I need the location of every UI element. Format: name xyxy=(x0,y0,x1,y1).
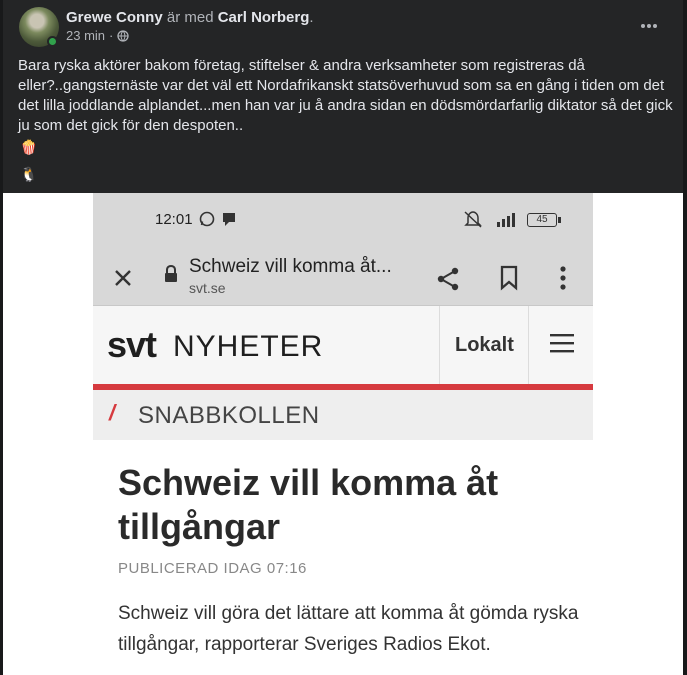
whatsapp-icon xyxy=(199,211,215,227)
lock-icon xyxy=(163,264,179,284)
post-meta xyxy=(66,28,129,44)
penguin-emoji: 🐧 xyxy=(20,166,38,182)
post-text: Bara ryska aktörer bakom företag, stiftelser & andra verksamheter som registreras då eller?..gangsternäste var det väl ett Nordafrikanskt statsöverhuvud som sa en gång i tiden om det det lilla joddlande alplandet...men han var ju å andra sidan en dödsmördarfarlig diktator så det gick ju som det gick för den despoten.. xyxy=(18,57,673,134)
author-line xyxy=(66,9,314,27)
signal-icon xyxy=(493,210,521,228)
phone-status-bar xyxy=(93,193,593,248)
message-icon xyxy=(221,211,237,227)
kebab-menu-icon xyxy=(559,265,567,291)
globe-icon[interactable] xyxy=(117,30,129,42)
tagged-suffix: . xyxy=(309,9,314,26)
bookmark-icon xyxy=(499,265,519,291)
close-icon xyxy=(113,268,133,288)
author-name-link[interactable]: Grewe Conny xyxy=(66,9,163,26)
section-label: SNABBKOLLEN xyxy=(138,402,320,429)
header-divider xyxy=(439,306,440,384)
section-bar xyxy=(93,390,593,440)
meta-separator: · xyxy=(109,28,114,43)
lokalt-link: Lokalt xyxy=(455,334,514,356)
svt-header xyxy=(93,306,593,384)
battery-tip xyxy=(558,217,561,223)
post-photo[interactable] xyxy=(3,193,683,675)
article-lead: Schweiz vill göra det lättare att komma åt gömda ryska tillgångar, rapporterar Sveriges Radios Ekot. xyxy=(118,603,579,655)
hamburger-menu-icon xyxy=(549,332,575,354)
browser-url: svt.se xyxy=(189,280,226,296)
tagged-person-link[interactable]: Carl Norberg xyxy=(217,9,310,26)
svt-logo: svt xyxy=(107,324,157,365)
more-options-button[interactable] xyxy=(631,12,667,40)
with-text: är med xyxy=(166,9,214,26)
article-published: PUBLICERAD IDAG 07:16 xyxy=(118,560,307,577)
post-timestamp[interactable]: 23 min xyxy=(66,28,106,43)
share-icon xyxy=(435,266,461,292)
svt-section-name: NYHETER xyxy=(173,330,324,363)
popcorn-emoji: 🍿 xyxy=(20,139,38,155)
post-header xyxy=(3,0,683,52)
online-status-dot xyxy=(47,36,58,47)
header-divider xyxy=(528,306,529,384)
phone-screenshot xyxy=(93,193,593,675)
more-options-icon xyxy=(640,23,658,29)
battery-indicator: 45 xyxy=(527,213,557,227)
browser-bar xyxy=(93,248,593,306)
feed-post xyxy=(3,0,683,675)
article-headline: Schweiz vill komma åt tillgångar xyxy=(118,462,499,547)
browser-page-title: Schweiz vill komma åt... xyxy=(189,256,392,277)
section-slash: / xyxy=(109,400,116,425)
status-time: 12:01 xyxy=(155,211,193,228)
mute-icon xyxy=(463,210,483,228)
